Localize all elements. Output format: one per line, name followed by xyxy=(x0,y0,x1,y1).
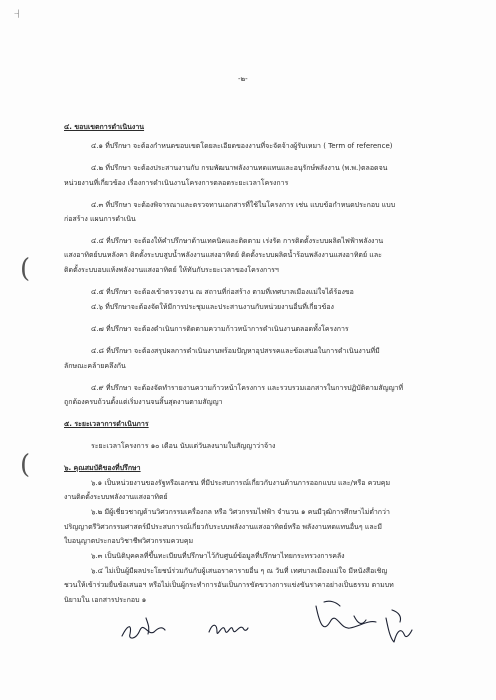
signature-4 xyxy=(380,604,416,648)
body-line: ๖.๓ เป็นนิติบุคคลที่ขึ้นทะเบียนที่ปรึกษาไว้กับศูนย์ข้อมูลที่ปรึกษาไทยกระทรวงการคลัง xyxy=(91,552,345,560)
body-line: ๖.๒ มีผู้เชี่ยวชาญด้านวิศวกรรมเครื่องกล หรือ วิศวกรรมไฟฟ้า จำนวน ๑ คนมีวุฒิการศึกษาไม่ต่ำกว่า xyxy=(91,508,390,516)
section-heading: ๔. ขอบเขตการดำเนินงาน xyxy=(64,123,145,131)
body-line: ๔.๓ ที่ปรึกษา จะต้องพิจารณาและตรวจทานเอกสารที่ใช้ในโครงการ เช่น แบบข้อกำหนดประกอบ แบบ xyxy=(91,201,396,209)
body-line: ลักษณะคล้ายคลึงกัน xyxy=(64,362,126,370)
body-line: งานติดตั้งระบบพลังงานแสงอาทิตย์ xyxy=(64,493,168,501)
body-line: ชวนให้เข้าร่วมยื่นข้อเสนอฯ หรือไม่เป็นผู้กระทำการอันเป็นการขัดขวางการแข่งขันราคาอย่างเป็นธรรม ตามบท xyxy=(64,581,394,589)
body-line: ๖.๔ ไม่เป็นผู้มีผลประโยชน์ร่วมกันกับผู้เสนอราคารายอื่น ๆ ณ วันที่ เทศบาลเมืองแม่ใจ มีหนังสือเชิญ xyxy=(91,567,388,575)
body-line: ๔.๕ ที่ปรึกษา จะต้องเข้าตรวจงาน ณ สถานที่ก่อสร้าง ตามที่เทศบาลเมืองแม่ใจได้ร้องขอ xyxy=(91,288,354,296)
body-line: ๖.๑ เป็นหน่วยงานของรัฐหรือเอกชน ที่มีประสบการณ์เกี่ยวกับงานด้านการออกแบบ และ/หรือ ควบคุม xyxy=(91,479,391,487)
body-line: ๔.๔ ที่ปรึกษา จะต้องให้คำปรึกษาด้านเทคนิคและติดตาม เร่งรัด การติดตั้งระบบผลิตไฟฟ้าพลังงาน xyxy=(91,237,384,245)
binder-hole-mark: ( xyxy=(20,254,31,284)
body-line: ถูกต้องครบถ้วนตั้งแต่เริ่มงานจนสิ้นสุดงานตามสัญญา xyxy=(64,398,223,406)
body-line: ติดตั้งระบบอบแห้งพลังงานแสงอาทิตย์ ให้ทันกับระยะเวลาของโครงการฯ xyxy=(64,266,279,274)
body-line: หน่วยงานที่เกี่ยวข้อง เรื่องการดำเนินงานโครงการตลอดระยะเวลาโครงการ xyxy=(64,179,289,187)
binder-hole-mark: ( xyxy=(20,450,31,480)
body-line: ก่อสร้าง แผนการดำเนิน xyxy=(64,215,136,223)
signature-2 xyxy=(205,612,249,642)
body-line: นิยามใน เอกสารประกอบ ๑ xyxy=(64,596,147,604)
section-heading: ๖. คุณสมบัติของที่ปรึกษา xyxy=(64,464,141,472)
body-line: ใบอนุญาตประกอบวิชาชีพวิศวกรรมควบคุม xyxy=(64,537,194,545)
body-line: ๔.๖ ที่ปรึกษาจะต้องจัดให้มีการประชุมและประสานงานกับหน่วยงานอื่นที่เกี่ยวข้อง xyxy=(91,303,334,311)
signature-3 xyxy=(310,596,382,640)
body-line: ระยะเวลาโครงการ ๑๐ เดือน นับแต่วันลงนามในสัญญาว่าจ้าง xyxy=(91,442,276,450)
signature-1 xyxy=(118,610,168,646)
page-number: -๒- xyxy=(238,75,248,83)
section-heading: ๕. ระยะเวลาการดำเนินการ xyxy=(64,420,149,428)
corner-mark: ·┤ xyxy=(14,10,21,18)
body-line: ๔.๑ ที่ปรึกษา จะต้องกำหนดขอบเขตโดยละเอียดของงานที่จะจัดจ้างผู้รับเหมา ( Term of reference) xyxy=(91,142,393,150)
body-line: ๔.๒ ที่ปรึกษา จะต้องประสานงานกับ กรมพัฒนาพลังงานทดแทนและอนุรักษ์พลังงาน (พ.พ.)ตลอดจน xyxy=(91,164,388,172)
body-line: แสงอาทิตย์บนหลังคา ติดตั้งระบบสูบน้ำพลังงานแสงอาทิตย์ ติดตั้งระบบผลิตน้ำร้อนพลังงานแสงอาทิตย์ และ xyxy=(64,251,382,259)
body-line: ปริญญาตรีวิศวกรรมศาสตร์มีประสบการณ์เกี่ยวกับระบบพลังงานแสงอาทิตย์หรือ พลังงานทดแทนอื่นๆ และมี xyxy=(64,523,382,531)
body-line: ๔.๙ ที่ปรึกษา จะต้องจัดทำรายงานความก้าวหน้าโครงการ และรวบรวมเอกสารในการปฏิบัติตามสัญญาที่ xyxy=(91,384,404,392)
body-line: ๔.๘ ที่ปรึกษา จะต้องสรุปผลการดำเนินงานพร้อมปัญหาอุปสรรคและข้อเสนอในการดำเนินงานที่มี xyxy=(91,347,380,355)
body-line: ๔.๗ ที่ปรึกษา จะต้องดำเนินการติดตามความก้าวหน้าการดำเนินงานตลอดทั้งโครงการ xyxy=(91,325,349,333)
